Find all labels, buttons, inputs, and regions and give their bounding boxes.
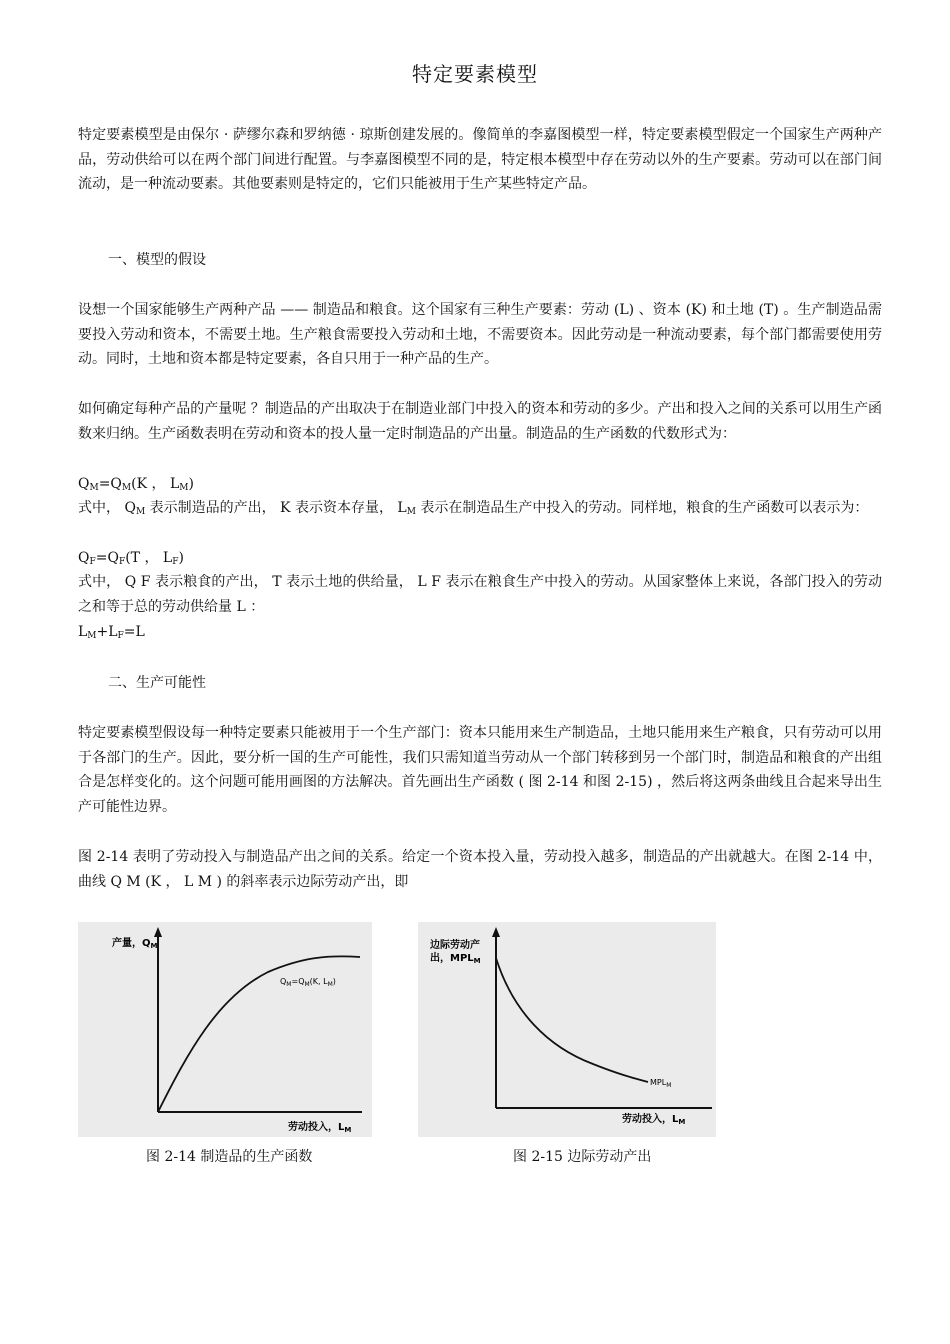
section2-paragraph-2: 图 2-14 表明了劳动投入与制造品产出之间的关系。给定一个资本投入量，劳动投入越多，制造品的产出就越大。在图 2-14 中，曲线 Q M (K ， L M ) 的斜率表示边际劳动产出，即 [78, 849, 882, 890]
mpl-curve [496, 958, 648, 1082]
figure-2-15-caption: 图 2-15 边际劳动产出 [513, 1149, 652, 1165]
production-curve [158, 956, 360, 1112]
figure-marginal-product [418, 922, 716, 1137]
intro-paragraph: 特定要素模型是由保尔 · 萨缪尔森和罗纳德 · 琼斯创建发展的。像简单的李嘉图模型一样，特定要素模型假定一个国家生产两种产品，劳动供给可以在两个部门间进行配置。与李嘉图模型不同的是，特定根本模型中存在劳动以外的生产要素。劳动可以在部门间流动，是一种流动要素。其他要素则是特定的，它们只能被用于生产某些特定产品。 [78, 127, 882, 192]
section1-heading: 一、模型的假设 [108, 252, 206, 268]
production-function-graph [78, 922, 372, 1137]
y-axis-label: 产量，$Q_M$ [112, 938, 158, 950]
section1-paragraph-1: 设想一个国家能够生产两种产品 —— 制造品和粮食。这个国家有三种生产要素：劳动 (L) 、资本 (K) 和土地 (T) 。生产制造品需要投入劳动和资本，不需要土地。生产粮食需要投入劳动和土地，不需要资本。因此劳动是一种流动要素，每个部门都需要使用劳动。同时，土地和资本都是特定要素，各自只用于一种产品的生产。 [78, 302, 882, 367]
curve-label: $Q_M=Q_M(K$, $L_M$) [280, 977, 336, 988]
figure-2-14-caption: 图 2-14 制造品的生产函数 [146, 1149, 313, 1165]
curve-label: $MPL_M$ [650, 1078, 672, 1089]
y-axis-arrow [154, 927, 162, 937]
x-axis-label: 劳动投入，$L_M$ [622, 1114, 686, 1126]
figure-production-function [78, 922, 372, 1137]
x-axis-label: 劳动投入，$L_M$ [288, 1122, 352, 1134]
section1-paragraph-4: 式中， Q F 表示粮食的产出， T 表示土地的供给量， L F 表示在粮食生产中投入的劳动。从国家整体上来说，各部门投入的劳动之和等于总的劳动供给量 L ： [78, 574, 882, 615]
section1-paragraph-3: 式中， $Q_M$ 表示制造品的产出， K 表示资本存量， $L_M$ 表示在制造品生产中投入的劳动。同样地，粮食的生产函数可以表示为： [78, 500, 869, 517]
y-axis-label-line1: 边际劳动产 [430, 940, 480, 951]
equation-food: $Q_F=Q_F(T$ ， $L_F$) [78, 550, 184, 567]
y-axis-label-line2: 出，$MPL_M$ [430, 953, 481, 965]
section1-paragraph-2: 如何确定每种产品的产量呢 ？制造品的产出取决于在制造业部门中投入的资本和劳动的多少。产出和投入之间的关系可以用生产函数来归纳。生产函数表明在劳动和资本的投人量一定时制造品的产出量。制造品的生产函数的代数形式为： [78, 401, 882, 442]
equation-labor: $L_M+L_F=L$ [78, 624, 145, 641]
equation-manufacture: $Q_M=Q_M(K$ ， $L_M$) [78, 476, 194, 493]
section2-heading: 二、生产可能性 [108, 675, 206, 691]
section2-paragraph-1: 特定要素模型假设每一种特定要素只能被用于一个生产部门：资本只能用来生产制造品，土地只能用来生产粮食，只有劳动可以用于各部门的生产。因此，要分析一国的生产可能性，我们只需知道当劳动从一个部门转移到另一个部门时，制造品和粮食的产出组合是怎样变化的。这个问题可能用画图的方法解决。首先画出生产函数 ( 图 2-14 和图 2-15) ，然后将这两条曲线且合起来导出生产可能性边界。 [78, 725, 882, 815]
y-axis-arrow [492, 927, 500, 937]
page-title: 特定要素模型 [412, 62, 538, 86]
marginal-product-graph [418, 922, 716, 1137]
